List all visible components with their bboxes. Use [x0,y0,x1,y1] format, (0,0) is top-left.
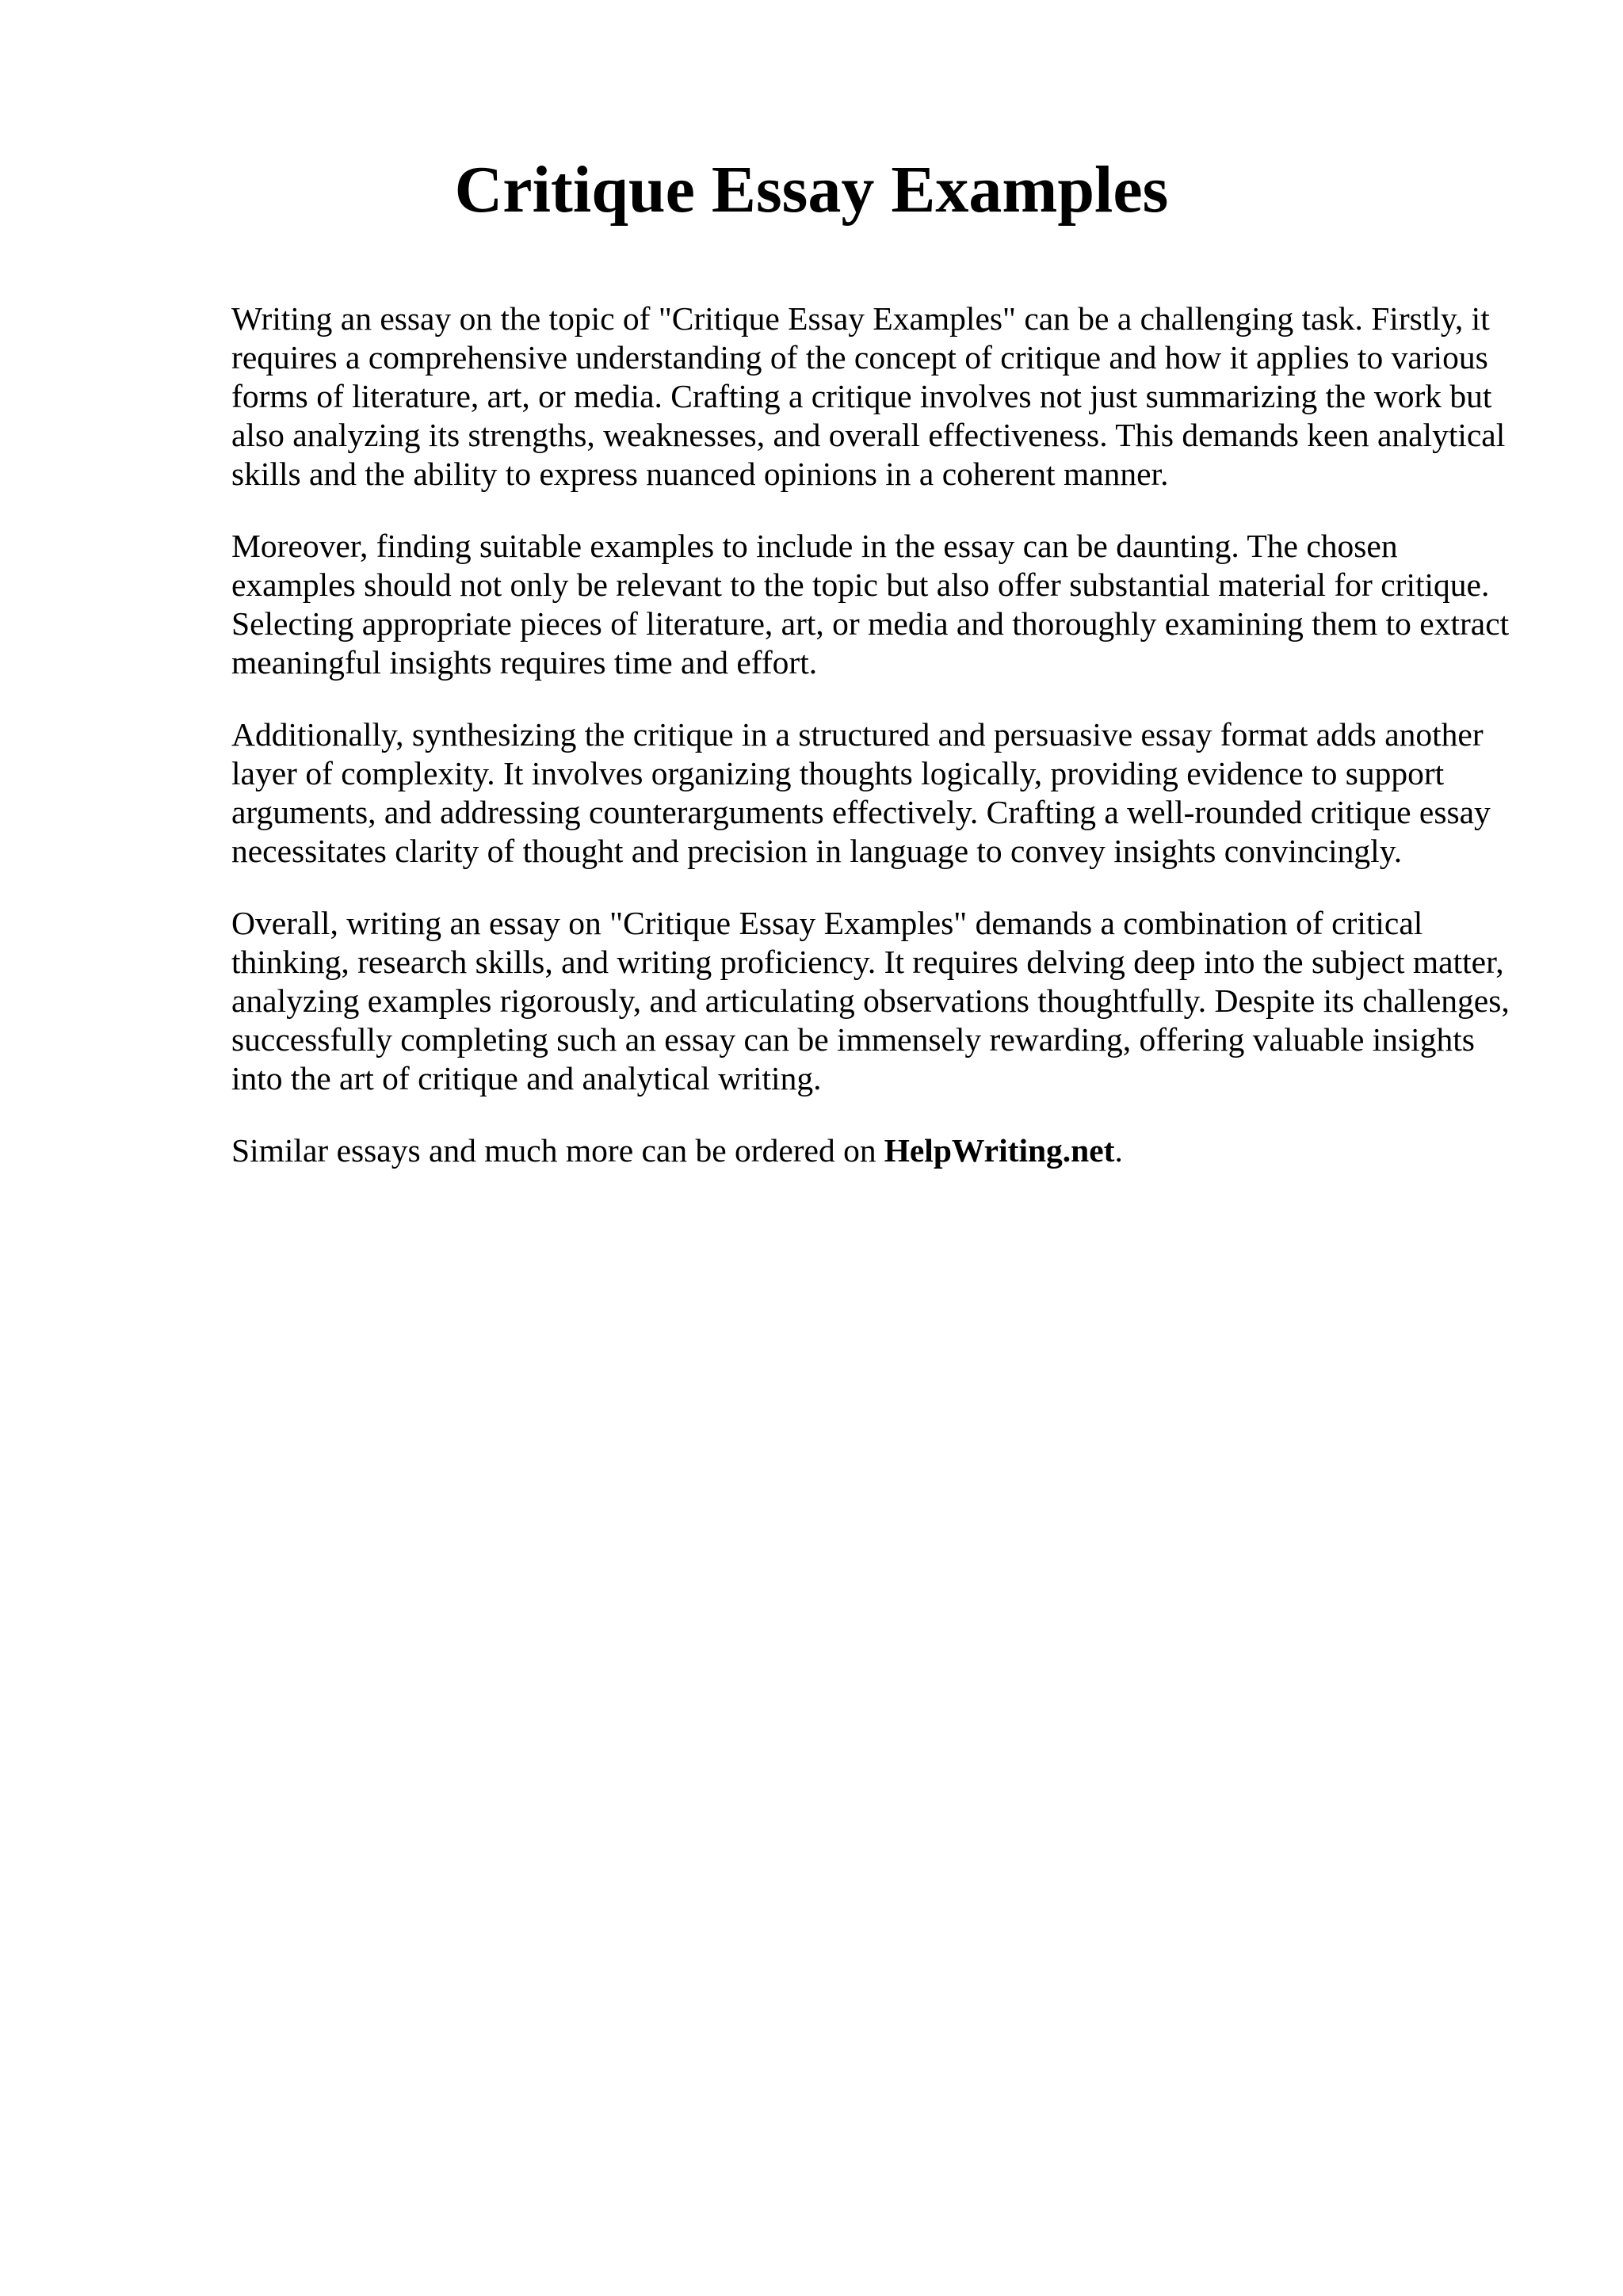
paragraph-line: requires a comprehensive understanding of the concept of critique and how it applies to various [231,339,1488,376]
paragraph-line: Moreover, finding suitable examples to include in the essay can be daunting. The chosen [231,528,1398,564]
paragraph-line: Writing an essay on the topic of "Critique Essay Examples" can be a challenging task. Firstly, it [231,300,1490,337]
paragraph-2 [231,527,1531,682]
paragraph-line: examples should not only be relevant to the topic but also offer substantial material for critique. [231,566,1490,603]
paragraph-line: analyzing examples rigorously, and articulating observations thoughtfully. Despite its challenges, [231,982,1510,1019]
paragraph-line: arguments, and addressing counterarguments effectively. Crafting a well-rounded critique essay [231,794,1491,830]
document-body [231,299,1531,1170]
closing-period: . [1114,1132,1123,1169]
helpwriting-link[interactable]: HelpWriting.net [884,1132,1115,1169]
paragraph-line: into the art of critique and analytical writing. [231,1060,822,1097]
paragraph-3 [231,715,1531,871]
paragraph-line: necessitates clarity of thought and precision in language to convey insights convincingly. [231,833,1403,869]
closing-text: Similar essays and much more can be ordered on [231,1132,876,1169]
paragraph-1 [231,299,1531,494]
paragraph-line: forms of literature, art, or media. Crafting a critique involves not just summarizing the work but [231,378,1492,414]
paragraph-line: Overall, writing an essay on "Critique Essay Examples" demands a combination of critical [231,905,1423,941]
paragraph-line: Selecting appropriate pieces of literature, art, or media and thoroughly examining them to extract [231,605,1510,642]
closing-line [231,1131,1531,1170]
paragraph-line: also analyzing its strengths, weaknesses, and overall effectiveness. This demands keen analytical [231,417,1506,453]
paragraph-line: skills and the ability to express nuanced opinions in a coherent manner. [231,456,1169,492]
paragraph-line: meaningful insights requires time and effort. [231,644,818,681]
paragraph-line: layer of complexity. It involves organizing thoughts logically, providing evidence to support [231,755,1445,791]
document-title: Critique Essay Examples [454,153,1169,227]
paragraph-line: thinking, research skills, and writing proficiency. It requires delving deep into the subject matter, [231,944,1504,980]
paragraph-line: Additionally, synthesizing the critique in a structured and persuasive essay format adds another [231,716,1484,753]
paragraph-line: successfully completing such an essay can be immensely rewarding, offering valuable insights [231,1021,1475,1058]
paragraph-4 [231,904,1531,1098]
